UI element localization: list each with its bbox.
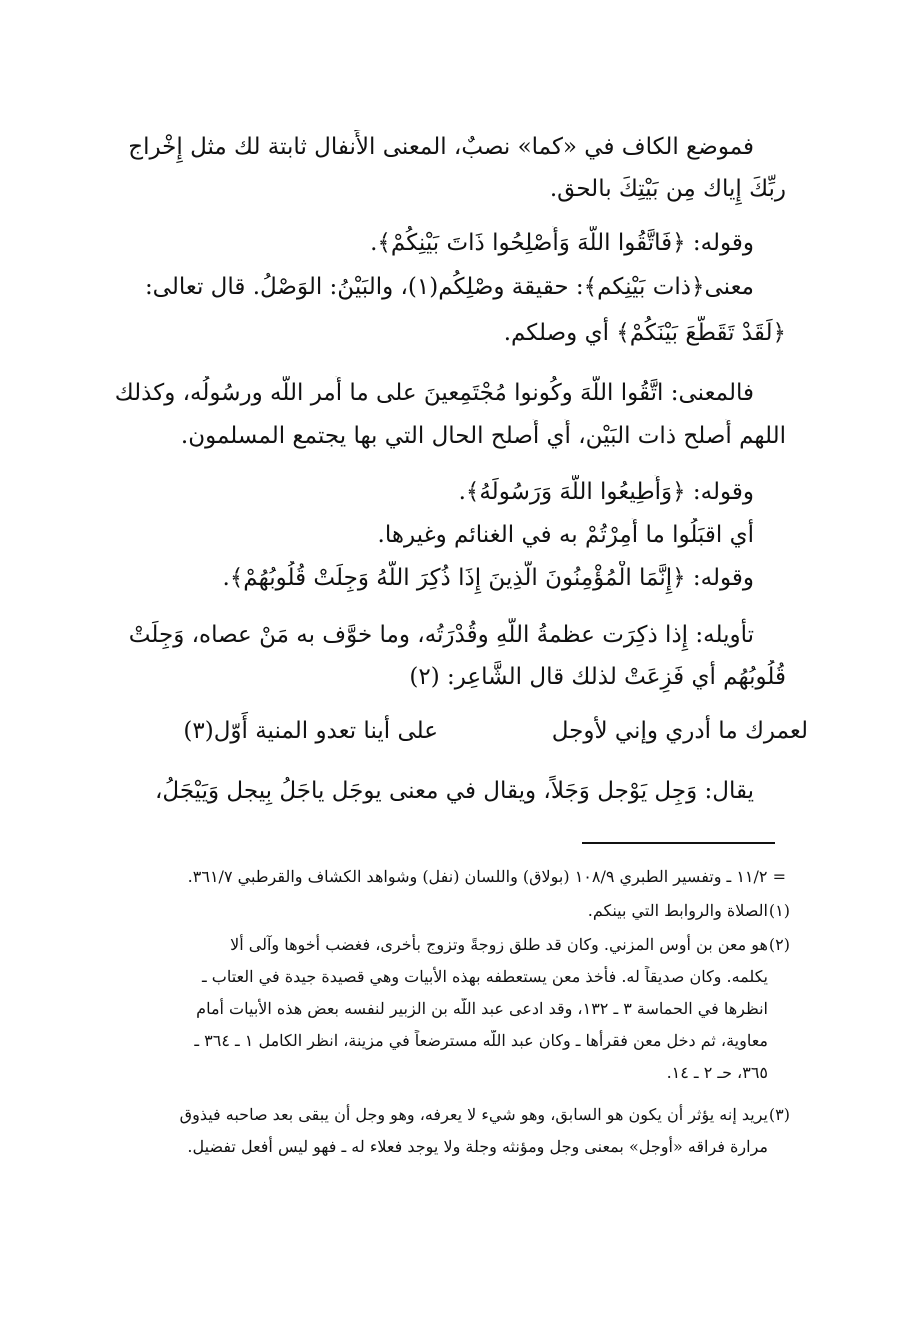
main-line: تأْويله: إِذا ذكِرَت عظمةُ اللَّهِ وقُدْرَتُه، وما خوَّف به مَنْ عصاه، وَجِلَتْ — [128, 622, 754, 648]
footnote-text: هو معن بن أوس المزني. وكان قد طلق زوجةً وتزوج بأخرى، فغضب أخوها وآلى ألا — [230, 935, 768, 954]
main-line: وقوله: ﴿وَأَطِيعُوا اللَّهَ وَرَسُولَهُ﴾. — [458, 479, 754, 505]
main-line: ﴿لَقَدْ تَقَطَّعَ بَيْنَكُمْ﴾ أي وصلكم. — [503, 320, 786, 346]
main-line: فموضع الكاف في «كما» نصبٌ، المعنى الأَنفال ثابتة لك مثل إِخْراج — [128, 134, 754, 160]
footnote-rule — [582, 842, 775, 844]
poem-second-hemistich: على أينا تعدو المنية أَوّل(٣) — [183, 718, 438, 744]
main-line: فالمعنى: اتَّقُوا اللَّهَ وكُونوا مُجْتَمِعينَ على ما أَمر اللَّه ورسُولُه، وكذلك — [114, 380, 754, 406]
main-line: أي اقبَلُوا ما أُمِرْتُمْ به في الغنائم وغيرها. — [377, 522, 754, 548]
footnote-text: مرارة فراقه «أوجل» بمعنى وجل ومؤنثه وجلة ولا يوجد فعلاء له ـ فهو ليس أفعل تفضيل. — [187, 1137, 768, 1156]
footnote-text: الصلاة والروابط التي بينكم. — [587, 901, 768, 920]
main-line: يقال: وَجِل يَوْجل وَجَلاً، ويقال في معنى يوجَل ياجَلُ بِيجل وَيَيْجَلُ، — [154, 778, 754, 804]
poem-first-hemistich: لعمرك ما أدري وإني لأوجل — [551, 718, 808, 744]
footnote-marker: (١) — [768, 901, 790, 920]
footnote-text: يكلمه. وكان صديقاً له. فأخذ معن يستعطفه بهذه الأبيات وهي قصيدة جيدة في العتاب ـ — [202, 967, 768, 986]
main-line: معنى﴿ذات بَيْنِكم﴾: حقيقة وصْلِكُم(١)، والبَيْنُ: الوَصْلُ. قال تعالى: — [144, 274, 754, 300]
footnote-text: يريد إنه يؤثر أن يكون هو السابق، وهو شيء لا يعرفه، وهو وجل أن يبقى بعد صاحبه فيذوق — [179, 1105, 768, 1124]
main-line: اللهم أَصلح ذات البَيْن، أَي أَصلح الحال التي بها يجتمع المسلمون. — [180, 423, 786, 449]
main-line: ربِّكَ إِياك مِن بَيْتِكَ بالحق. — [549, 176, 786, 202]
main-line: وقوله: ﴿إِنَّمَا الْمُؤْمِنُونَ الَّذِينَ إِذَا ذُكِرَ اللَّهُ وَجِلَتْ قُلُوبُهُمْ﴾. — [222, 565, 754, 591]
footnote-marker: (٣) — [768, 1105, 790, 1124]
footnote-text: انظرها في الحماسة ٣ ـ ١٣٢، وقد ادعى عبد اللَّه بن الزبير لنفسه بعض هذه الأبيات أمام — [196, 999, 768, 1018]
footnote-text: معاوية، ثم دخل معن فقرأها ـ وكان عبد اللَّه مسترضعاً في مزينة، انظر الكامل ١ ـ ٣٦٤ ـ — [194, 1031, 768, 1050]
main-line: قُلُوبُهُم أي فَزِعَتْ لذلك قال الشَّاعِر: (٢) — [409, 664, 786, 690]
footnote-continuation: = ١١/٢ ـ وتفسير الطبري ١٠٨/٩ (بولاق) واللسان (نفل) وشواهد الكشاف والقرطبي ٣٦١/٧. — [187, 867, 786, 886]
footnote-marker: (٢) — [768, 935, 790, 954]
footnote-text: ٣٦٥، حـ ٢ ـ ١٤. — [666, 1063, 768, 1082]
main-line: وقوله: ﴿فَاتَّقُوا اللَّهَ وَأَصْلِحُوا ذَاتَ بَيْنِكُمْ﴾. — [370, 230, 754, 256]
